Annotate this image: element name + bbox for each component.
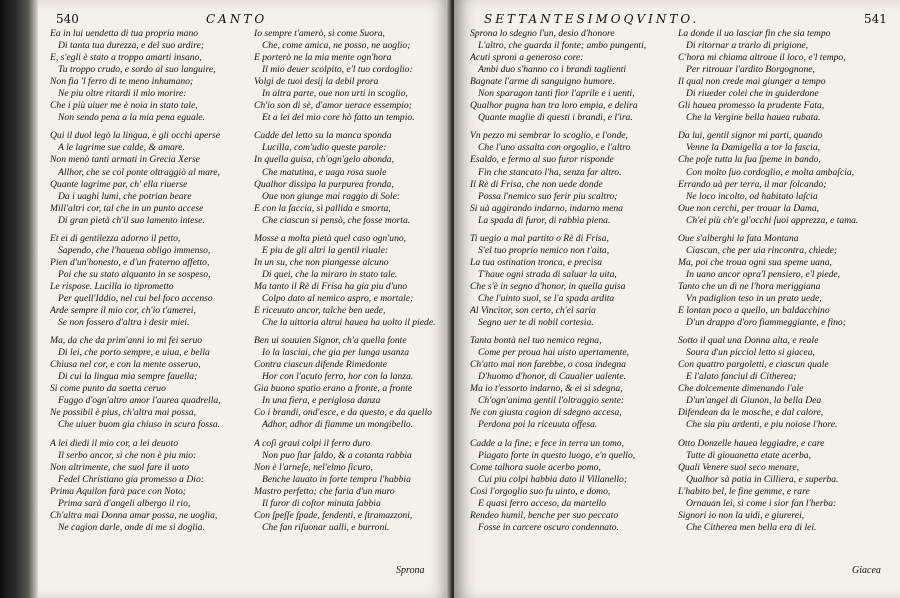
verse-line: Ma io t'essorto indarno, & ei si sdegna, — [470, 383, 623, 395]
verse-line: La tua ostination tronca, e precisa — [470, 256, 602, 268]
verse-line: E porterò ne la mia mente ogn'hora — [254, 52, 392, 64]
verse-line: Poi che su stato alquanto in se sospeso, — [58, 268, 211, 280]
verse-line: Errando uà per terra, il mar ſolcando; — [678, 178, 827, 190]
text-column — [50, 28, 246, 534]
verse-line: Fosse in carcere oscuro condennato. — [478, 521, 619, 533]
verse-line: Se non fossero d'altra i desir miei. — [58, 317, 190, 329]
verse-line: Pien d'un'honesto, e d'un fraterno affetto, — [50, 256, 210, 268]
verse-line: Io sempre t'amerò, sì come Suora, — [254, 28, 385, 39]
verse-line: Ne possibil è pius, ch'altra mai possa, — [50, 407, 196, 419]
catchword: Sprona — [396, 565, 425, 576]
verse-line: Gli hauea promesso la prudente Fata, — [678, 100, 825, 112]
verse-line: Hor con l'acuto ferro, hor con la lanza. — [262, 371, 414, 383]
verse-line: Di gran pietà ch'il suo lamento intese. — [58, 214, 205, 226]
catchword: Giacea — [852, 565, 881, 576]
verse-line: Ma, da che da prim'anni io mi fei seruo — [50, 335, 203, 347]
verse-line: La donde il uo lasciar fin che sia tempo — [678, 28, 831, 39]
verse-line: Che l'uinto suol, se l'a spada ardita — [478, 292, 615, 304]
verse-line: E con la faccia, sì pallida e smorta, — [254, 202, 391, 214]
verse-line: Volgi de tuoi desij la debil prora — [254, 76, 379, 88]
verse-line: Prima Aquilon farà pace con Noto; — [50, 485, 186, 497]
verse-line: Vn padiglion teso in un prato uede, — [686, 292, 822, 304]
verse-line: Otto Donzelle hauea leggiadre, e care — [678, 437, 825, 449]
verse-line: Le rispose. Lucilla io tipromettо — [50, 280, 174, 292]
verse-line: D'un drappo d'oro fiammeggiante, e fino; — [686, 317, 846, 329]
verse-line: Tutte di giouanetta etate acerba, — [686, 449, 811, 461]
verse-line: S'el tuo proprio nemico non t'aita, — [478, 244, 610, 256]
verse-line: Lucilla, com'udio queste parole: — [262, 142, 387, 154]
verse-line: Che sia piu ardenti, e piu noiose l'hore. — [686, 419, 838, 431]
verse-line: Si come punto da saetta ceruo — [50, 383, 166, 395]
verse-line: Sprona lo sdegno l'un, desio d'honore — [470, 28, 615, 39]
verse-line: Oue non cerchi, per trouar la Dama, — [678, 202, 820, 214]
verse-line: Di cui la lingua mia sempre fauella; — [58, 371, 198, 383]
right-page — [454, 0, 900, 598]
verse-line: E, s'egli è stato a troppo amarti insano, — [50, 52, 202, 64]
verse-line: Non fia 'l ferro di te meno inhumano; — [50, 76, 194, 88]
verse-line: In un su, che non piangesse alcuno — [254, 256, 389, 268]
verse-line: Ornauan lei, sì come i sior fan l'herba: — [686, 497, 837, 509]
verse-line: Venne la Damigella a tor la fascia, — [686, 142, 821, 154]
verse-line: Ciascun, che per uia rincontra, chiede; — [686, 244, 838, 256]
verse-line: E riceuuto ancor, talche ben uede, — [254, 305, 386, 317]
verse-line: A le lagrime sue calde, & amare. — [58, 142, 185, 154]
verse-line: Piagato forte in questo luogo, e'n quello, — [478, 449, 636, 461]
verse-line: Benche lauato in forte tempra l'habbia — [262, 473, 411, 485]
verse-line: Ben ui souuien Signor, ch'a quella fonte — [254, 335, 407, 347]
verse-line: Vn pezzo mi sembrar lo scoglio, e l'onde, — [470, 130, 628, 142]
verse-line: Che matutina, e uaga rosa suole — [262, 166, 387, 178]
verse-line: Il mio deuer scolpito, e'l tuo cordoglio: — [262, 64, 413, 76]
verse-line: Mosse a molta pietà quel caso ogn'uno, — [254, 232, 407, 244]
verse-line: Adhor, adhor di fiamme un mongibello. — [262, 419, 414, 431]
verse-line: Di lei, che porto sempre, e uiua, e bella — [58, 347, 210, 359]
verse-line: Che i più uiuer me è noia in stato tale, — [50, 100, 198, 112]
verse-line: Fuggo d'ogn'altro amor l'aurea quadrella, — [58, 395, 221, 407]
verse-line: Oue s'alberghi la fata Montana — [678, 232, 799, 244]
verse-line: D'huomo d'honor, di Caualier ualente. — [478, 371, 627, 383]
verse-line: Esaldo, e fermo al suo furor risponde — [470, 154, 614, 166]
verse-line: Fin che stancato l'ha, senza far altro. — [478, 166, 622, 178]
verse-line: Come per proua hai uisto apertamente, — [478, 347, 629, 359]
verse-line: In altra parte, oue non urti in scoglio, — [262, 88, 408, 100]
verse-line: Ea in lui uendetta di tua propria mano — [50, 28, 199, 39]
verse-line: In uano ancor opra'l pensiero, e'l piede, — [686, 268, 841, 280]
verse-line: Di quei, che la miraro in stato tale. — [262, 268, 398, 280]
verse-line: Cui piu colpi habbia dato il Villanello; — [478, 473, 628, 485]
verse-line: Contra ciascun difende Rimedonte — [254, 359, 387, 371]
verse-line: Che poſe tutta la ſua ſpeme in bando, — [678, 154, 821, 166]
verse-line: Non menò tanti armati in Grecia Xerse — [50, 154, 200, 166]
verse-line: Quali Venere suol seco menare, — [678, 461, 800, 473]
verse-line: Prima sarà d'angeli albergo il rio, — [58, 497, 191, 509]
verse-line: Arde sempre il mio cor, ch'io t'amerei, — [50, 305, 196, 317]
verse-line: Il qual non crede mai giunger a tempo — [678, 76, 826, 88]
verse-line: Ch'ei più ch'e gl'occhi ſuoi apprezza, e tama. — [686, 214, 859, 226]
verse-line: Che fan riſuonar ualli, e burroni. — [262, 521, 390, 533]
verse-line: Che dolcemente dimenando l'ale — [678, 383, 804, 395]
verse-line: Qualhor pugna han tra loro empia, e delira — [470, 100, 638, 112]
verse-line: Chiusa nel cor, e con la mente osseruo, — [50, 359, 201, 371]
verse-line: Ne loco incolto, od habitato laſcia — [686, 190, 818, 202]
verse-line: Quante lagrime par, ch' ella riuerse — [50, 178, 188, 190]
verse-line: Sapendo, che l'haueua obligo immenso, — [58, 244, 211, 256]
verse-line: Da lui, gentil signor mi parti, quando — [678, 130, 823, 142]
verse-line: Cosi l'orgoglio suo fu uinto, e domo, — [470, 485, 611, 497]
verse-line: Sourа d'un picciol letto si giacea, — [686, 347, 815, 359]
verse-line: Ch'altra mai Donna amar possa, ne uoglia, — [50, 509, 218, 521]
verse-line: Allhor, che se col ponte oltraggiò al mare, — [58, 166, 220, 178]
running-head: CANTO — [206, 12, 268, 26]
verse-line: Tanto che un dì ne l'hora meriggiana — [678, 280, 821, 292]
verse-line: In una fiera, e periglosa danza — [262, 395, 381, 407]
verse-line: Il serbo ancor, sì che non è piu mio: — [58, 449, 197, 461]
page-number: 540 — [56, 12, 79, 26]
verse-line: Io la lasciai, che gia per lunga usanza — [262, 347, 410, 359]
verse-line: E piu de gli altri la gentil riuale: — [262, 244, 389, 256]
verse-line: Per quell'Iddio, nel cui bel foco accenso — [58, 292, 213, 304]
verse-line: Di tanta tua durezza, e del suo ardire; — [58, 40, 205, 52]
verse-line: Ne cagion darle, onde di me si doglia. — [58, 521, 205, 533]
verse-line: Ne piu oltre ritardi il mio morire: — [58, 88, 187, 100]
text-column — [470, 28, 666, 534]
verse-line: E lontan poco a quello, un baldacchino — [678, 305, 830, 317]
verse-line: Ti uegio a mal partito o Rè di Frisa, — [470, 232, 609, 244]
running-head: SETTANTESIMOQVINTO. — [484, 12, 700, 26]
verse-line: Ch'ogn'anima gentil l'oltraggio sente: — [478, 395, 625, 407]
verse-line: Ma, poi che troua ogni sua speme uana, — [678, 256, 832, 268]
page-number: 541 — [864, 12, 887, 26]
book-edge — [0, 0, 38, 598]
verse-line: C'hora mi chiama altroue il loco, e'l tempo, — [678, 52, 846, 64]
verse-line: Con ſpeſſe ſpade, fendenti, e ſtramazzoni, — [254, 509, 413, 521]
verse-line: Difendean da le mosche, e dal calore, — [678, 407, 824, 419]
verse-line: Perdona poi la riceuuta offesa. — [478, 419, 598, 431]
verse-line: Si uà aggirando indarno, indarno mena — [470, 202, 623, 214]
verse-line: Con molto ſuo cordoglio, e molta ambaſcia, — [686, 166, 855, 178]
verse-line: Gia buono spatio erano a fronte, a fronte — [254, 383, 413, 395]
verse-line: Al Vincitor, son certo, ch'ei saria — [470, 305, 596, 317]
verse-line: Che s'è in segno d'honor, in quella guisa — [470, 280, 626, 292]
verse-line: Rendeo humil, benche per suo peccato — [470, 509, 619, 521]
verse-line: L'altro, che guarda il fonte; ambo pungenti, — [478, 40, 647, 52]
text-column — [678, 28, 874, 534]
verse-line: Non sparagon tanti fior l'aprile e i uenti, — [478, 88, 635, 100]
verse-line: Qualhor dissipa la purpurea fronda, — [254, 178, 394, 190]
verse-line: Ch'io son di sè, d'amor uerace essempio; — [254, 100, 412, 112]
verse-line: Non puo ſtar ſaldo, & a cotanta rabbia — [262, 449, 412, 461]
verse-line: Sotto il qual una Donna alta, e reale — [678, 335, 819, 347]
verse-line: Ambi duo s'hanno co i brandi taglienti — [478, 64, 627, 76]
verse-line: Co i brandi, ond'esce, e da questo, e da quello — [254, 407, 432, 419]
verse-line: Per ritrouar l'ardito Borgognone, — [686, 64, 815, 76]
verse-line: Possa l'nemico suo ferir piu scaltro; — [478, 190, 618, 202]
verse-line: Mill'altri cor, tal che in un punto accese — [50, 202, 204, 214]
verse-line: Cadde del letto su la manca sponda — [254, 130, 392, 142]
verse-line: Et a lei del mio core hò fatto un tempio. — [262, 112, 415, 124]
verse-line: E l'alato fanciul di Citherea; — [686, 371, 797, 383]
verse-line: Ch'atto mai non farebbe, o cosa indegna — [470, 359, 626, 371]
verse-line: Con quattro pargoletti, e ciascun quale — [678, 359, 829, 371]
verse-line: L'habito bel, le fine gemme, e rare — [678, 485, 810, 497]
verse-line: Qui il duol legò la lingua, e gli occhi aperse — [50, 130, 220, 142]
left-page — [38, 0, 452, 598]
verse-line: A coſi graui colpi il ferro duro — [254, 437, 371, 449]
verse-line: Signori io non la uidi, e giurerei, — [678, 509, 805, 521]
verse-line: Che uiuer buom gia chiuso in scura fossa. — [58, 419, 221, 431]
verse-line: Il Rè di Frisa, che non uede donde — [470, 178, 603, 190]
verse-line: Ne con giusta cagion di sdegno accesa, — [470, 407, 622, 419]
verse-line: Et ei di gentilezza adorno il petto, — [50, 232, 181, 244]
verse-line: Il furor di coſtor minuta ſabbia — [262, 497, 381, 509]
verse-line: Come talhora suole acerbo pomo, — [470, 461, 601, 473]
verse-line: Che, come amica, ne posso, ne uoglio; — [262, 40, 411, 52]
verse-line: Bagnate l'arme di sanguigno humore. — [470, 76, 615, 88]
verse-line: E quasi ferro acceso, da martello — [478, 497, 607, 509]
verse-line: A lei diedi il mio cor, a lei deuoto — [50, 437, 178, 449]
verse-line: Oue non giunge mai raggio di Sole: — [262, 190, 401, 202]
verse-line: In quella guisa, ch'ogn'gelo abonda, — [254, 154, 394, 166]
verse-line: Qualhor sà patia in Cilliera, e superba. — [686, 473, 839, 485]
verse-line: Che ciascun si pensò, che fosse morta. — [262, 214, 411, 226]
verse-line: Che Citherea men bella era di lei. — [686, 521, 817, 533]
verse-line: Tanta bontà nel tuo nemico regna, — [470, 335, 602, 347]
verse-line: Mastro perfetto; che faria d'un muro — [254, 485, 395, 497]
verse-line: Fedel Christiano gia promesso a Dio: — [58, 473, 204, 485]
verse-line: La spada di furor, di rabbia piena. — [478, 214, 611, 226]
verse-line: D'un'angel di Giunon, la bella Dea — [686, 395, 822, 407]
verse-line: Ma tanto il Rè di Frisa ha gia piu d'uno — [254, 280, 408, 292]
text-column — [254, 28, 450, 534]
verse-line: Tu troppo crudo, e sordo al suo languire, — [58, 64, 216, 76]
verse-line: Che la Vergine bella hauea rubata. — [686, 112, 821, 124]
verse-line: T'haue ogni strada di saluar la uita, — [478, 268, 617, 280]
verse-line: Di ritornar a trarlo di prigione, — [686, 40, 809, 52]
verse-line: Non sendo pena a la mia pena eguale. — [58, 112, 206, 124]
verse-line: Quante maglie di questi i brandi, e l'ira. — [478, 112, 633, 124]
verse-line: Segno uer te di nobil cortesia. — [478, 317, 594, 329]
verse-line: Di riueder colei che in guiderdone — [686, 88, 819, 100]
verse-line: Da i uaghi lumi, che potrian bearе — [58, 190, 192, 202]
verse-line: Che l'uno assalta con orgoglio, e l'altro — [478, 142, 631, 154]
verse-line: Cadde a la fine; e fece in terra un tomo, — [470, 437, 625, 449]
verse-line: Colpo dato al nemico aspro, e mortale; — [262, 292, 414, 304]
verse-line: Che la uittoria altrui hauea ha uolto il piede. — [262, 317, 436, 329]
verse-line: Non è l'arneſe, nel'elmo ſicuro, — [254, 461, 373, 473]
verse-line: Acuti sproni a generoso core: — [470, 52, 584, 64]
verse-line: Non altrimente, che suol fare il uoto — [50, 461, 190, 473]
